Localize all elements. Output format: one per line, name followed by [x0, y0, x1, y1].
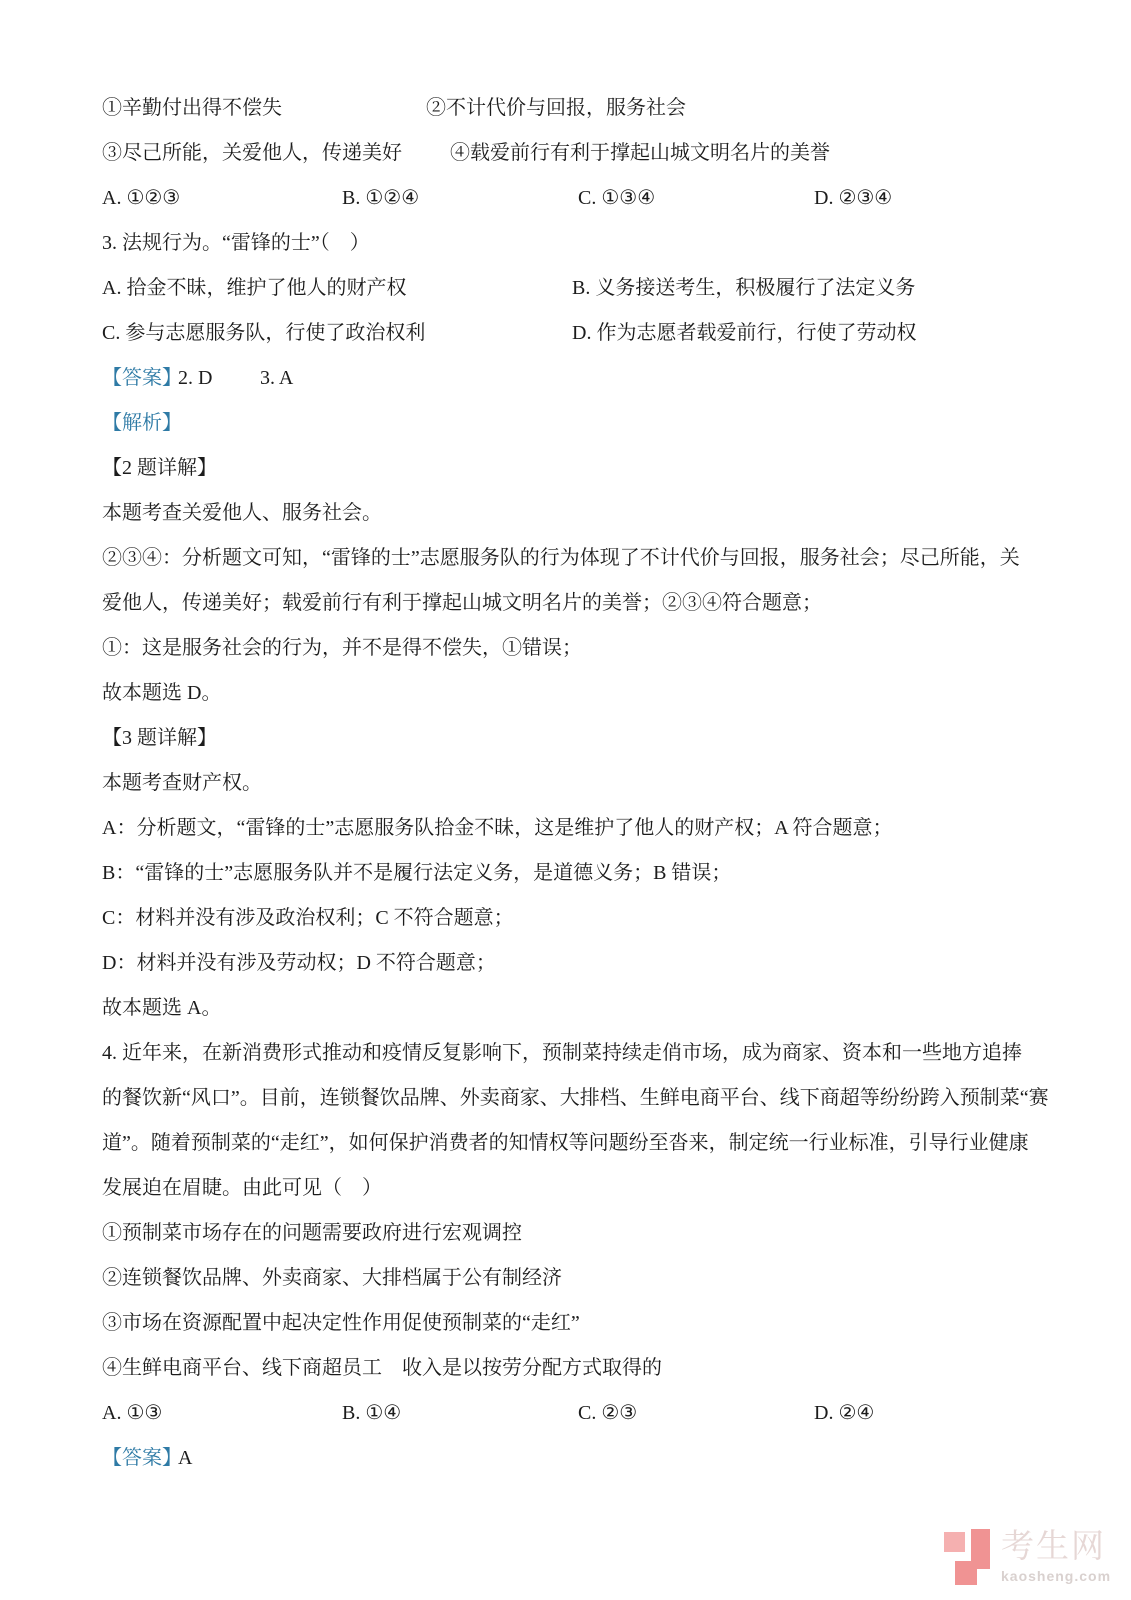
q3-stem-text: 3. 法规行为。“雷锋的士”（ ） — [102, 232, 370, 254]
q2-option-b: B. ①②④ — [342, 187, 420, 209]
q3-stem — [102, 221, 1034, 266]
q2-explain-1: ①：这是服务社会的行为，并不是得不偿失，①错误； — [102, 637, 582, 659]
q3-explanation-heading — [102, 716, 1034, 761]
watermark-site-domain: kaosheng.com — [1001, 1568, 1112, 1584]
q3-option-c: C. 参与志愿服务队，行使了政治权利 — [102, 322, 426, 344]
q4-statement — [102, 1301, 1034, 1346]
q4-statement-3: ③市场在资源配置中起决定性作用促使预制菜的“走红” — [102, 1312, 580, 1334]
q4-stem-line — [102, 1031, 1034, 1076]
q2-statement-2: ②不计代价与回报，服务社会 — [426, 97, 686, 119]
q3-explain-a: A：分析题文，“雷锋的士”志愿服务队拾金不昧，这是维护了他人的财产权；A 符合题意； — [102, 817, 893, 839]
q4-statement-2: ②连锁餐饮品牌、外卖商家、大排档属于公有制经济 — [102, 1267, 562, 1289]
q2-statements-row-1 — [102, 86, 1034, 131]
q4-stem-part2: 的餐饮新“风口”。目前，连锁餐饮品牌、外卖商家、大排档、生鲜电商平台、线下商超等纷纷跨入预制菜“赛 — [102, 1087, 1049, 1109]
q3-explanation-line — [102, 986, 1034, 1031]
q2-option-d: D. ②③④ — [814, 187, 893, 209]
answer-q4 — [102, 1436, 1034, 1481]
q3-options-row-cd — [102, 311, 1034, 356]
q3-option-b: B. 义务接送考生，积极履行了法定义务 — [572, 277, 916, 299]
q2-explain-234-part1: ②③④：分析题文可知，“雷锋的士”志愿服务队的行为体现了不计代价与回报，服务社会；尽己所能，关 — [102, 547, 1020, 569]
q3-option-a: A. 拾金不昧，维护了他人的财产权 — [102, 277, 407, 299]
q4-stem-line — [102, 1076, 1049, 1121]
document-text-content — [102, 86, 1049, 1506]
q4-stem-part4: 发展迫在眉睫。由此可见（ ） — [102, 1177, 382, 1199]
q2-statements-row-2 — [102, 131, 1034, 176]
q3-explain-b: B：“雷锋的士”志愿服务队并不是履行法定义务，是道德义务；B 错误； — [102, 862, 732, 884]
q2-option-c: C. ①③④ — [578, 187, 656, 209]
q2-explain-234-part2: 爱他人，传递美好；载爱前行有利于撑起山城文明名片的美誉；②③④符合题意； — [102, 592, 822, 614]
q4-statement-1: ①预制菜市场存在的问题需要政府进行宏观调控 — [102, 1222, 522, 1244]
q4-stem-line — [102, 1121, 1034, 1166]
answers-q2-q3 — [102, 356, 1034, 401]
q3-explain-d: D：材料并没有涉及劳动权；D 不符合题意； — [102, 952, 496, 974]
watermark-site-name: 考生网 — [1001, 1529, 1106, 1565]
q2-explanation-line — [102, 491, 1034, 536]
answer-label: 【答案】 — [102, 367, 182, 389]
q3-explanation-line — [102, 761, 1034, 806]
q4-option-c: C. ②③ — [578, 1402, 638, 1424]
q2-explanation-line — [102, 536, 1034, 581]
watermark-text-block — [1001, 1529, 1111, 1584]
q4-statement-4: ④生鲜电商平台、线下商超员工 收入是以按劳分配方式取得的 — [102, 1357, 662, 1379]
q3-explain-topic: 本题考查财产权。 — [102, 772, 262, 794]
answer-q3-value: 3. A — [260, 367, 294, 389]
q2-explanation-line — [102, 581, 1034, 626]
q2-statement-1: ①辛勤付出得不偿失 — [102, 97, 282, 119]
q4-stem-part1: 4. 近年来，在新消费形式推动和疫情反复影响下，预制菜持续走俏市场，成为商家、资本和一些地方追捧 — [102, 1042, 1022, 1064]
analysis-heading — [102, 401, 1034, 446]
analysis-label: 【解析】 — [102, 412, 182, 434]
q4-option-d: D. ②④ — [814, 1402, 875, 1424]
q4-statement — [102, 1211, 1034, 1256]
q3-explanation-line — [102, 851, 1034, 896]
q3-explanation-title: 【3 题详解】 — [102, 727, 217, 749]
q2-statement-4: ④载爱前行有利于撑起山城文明名片的美誉 — [450, 142, 830, 164]
q2-explanation-line — [102, 671, 1034, 716]
answer-label: 【答案】 — [102, 1447, 182, 1469]
q2-conclusion: 故本题选 D。 — [102, 682, 222, 704]
q3-conclusion: 故本题选 A。 — [102, 997, 222, 1019]
q4-statement — [102, 1256, 1034, 1301]
q2-explanation-heading — [102, 446, 1034, 491]
kaosheng-watermark — [944, 1529, 1111, 1587]
q4-options-row — [102, 1391, 1034, 1436]
answer-q2-value: 2. D — [178, 367, 213, 389]
q2-options-row — [102, 176, 1034, 221]
q2-explanation-line — [102, 626, 1034, 671]
q2-explanation-title: 【2 题详解】 — [102, 457, 217, 479]
q3-explanation-line — [102, 941, 1034, 986]
q3-option-d: D. 作为志愿者载爱前行，行使了劳动权 — [572, 322, 917, 344]
q4-stem-line — [102, 1166, 1034, 1211]
q4-stem-part3: 道”。随着预制菜的“走红”，如何保护消费者的知情权等问题纷至沓来，制定统一行业标准，引导行业健康 — [102, 1132, 1029, 1154]
q2-explain-topic: 本题考查关爱他人、服务社会。 — [102, 502, 382, 524]
q3-explanation-line — [102, 806, 1034, 851]
q2-statement-3: ③尽己所能，关爱他人，传递美好 — [102, 142, 402, 164]
q2-option-a: A. ①②③ — [102, 187, 181, 209]
q4-option-b: B. ①④ — [342, 1402, 402, 1424]
q4-statement — [102, 1346, 1034, 1391]
q4-option-a: A. ①③ — [102, 1402, 163, 1424]
kaosheng-logo-icon — [944, 1529, 992, 1587]
answer-q4-value: A — [178, 1447, 193, 1469]
q3-explanation-line — [102, 896, 1034, 941]
q3-options-row-ab — [102, 266, 1034, 311]
q3-explain-c: C：材料并没有涉及政治权利；C 不符合题意； — [102, 907, 514, 929]
